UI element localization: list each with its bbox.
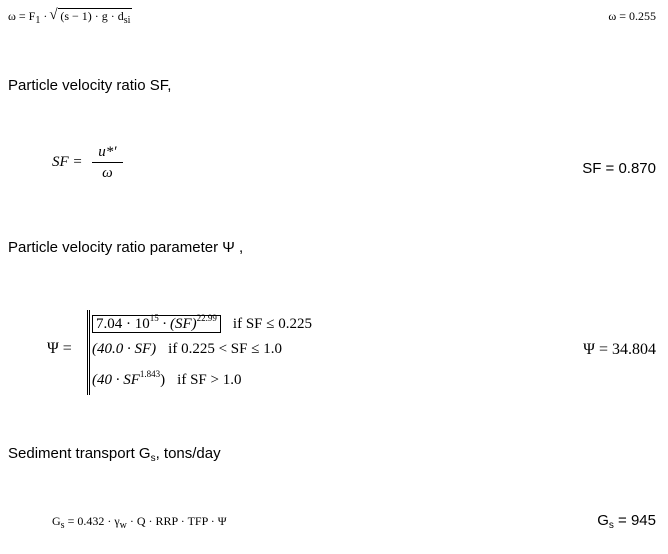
sf-denominator: ω [102,165,113,181]
sf-fraction [92,142,122,183]
omega-formula-lhs: ω = F [8,9,36,23]
case3-expr: (40 · SF [92,372,140,388]
psi-result: Ψ = 34.804 [583,341,656,358]
case2-condition: if 0.225 < SF ≤ 1.0 [168,341,282,357]
gs-formula-mid: = 0.432 · γ [64,514,120,528]
omega-formula-lhs-sub: 1 [35,15,41,26]
case1-condition: if SF ≤ 0.225 [232,316,312,332]
psi-case-1 [92,313,312,333]
sf-result: SF = 0.870 [582,160,656,177]
omega-radicand-sub: si [123,15,131,26]
gs-title-pre: Sediment transport G [8,445,151,462]
case1-bracket [92,315,221,333]
omega-result: ω = 0.255 [608,9,656,23]
psi-formula-lhs: Ψ = [47,340,72,357]
sf-numerator: u*′ [92,142,122,163]
sf-formula [52,142,123,183]
gs-result [597,512,656,531]
gs-result-sub: s [608,520,614,531]
psi-case-3 [92,369,241,389]
case1-exp2: 22.99 [196,313,217,323]
omega-radicand: (s − 1) · g · d [60,9,124,23]
square-root [50,9,132,26]
gs-formula-post: · Q · RRP · TFP · Ψ [126,514,227,528]
gs-title-post: , tons/day [155,445,221,462]
omega-formula [8,9,132,26]
sf-section-title: Particle velocity ratio SF, [8,77,172,94]
psi-case-2 [92,341,282,358]
gs-formula-sub: s [60,520,65,531]
case3-condition: if SF > 1.0 [177,372,242,388]
gs-title-sub: s [150,453,156,464]
sf-formula-lhs: SF = [52,153,87,170]
omega-formula-dot: · [40,9,51,23]
case2-expr: (40.0 · SF) [92,341,157,357]
case3-close: ) [160,372,166,388]
gs-result-post: = 945 [613,512,656,529]
case1-mid: · (SF) [158,316,197,332]
psi-section-title: Particle velocity ratio parameter Ψ , [8,239,244,256]
gs-formula-sub2: w [119,520,127,531]
gs-result-pre: G [597,512,609,529]
case1-expr: 7.04 · 10 [96,316,150,332]
gs-section-title [8,445,221,464]
case3-exp: 1.843 [139,369,161,379]
gs-formula-pre: G [52,514,61,528]
piecewise-brace [87,310,90,395]
case1-exp1: 15 [149,313,159,323]
gs-formula [52,514,227,531]
